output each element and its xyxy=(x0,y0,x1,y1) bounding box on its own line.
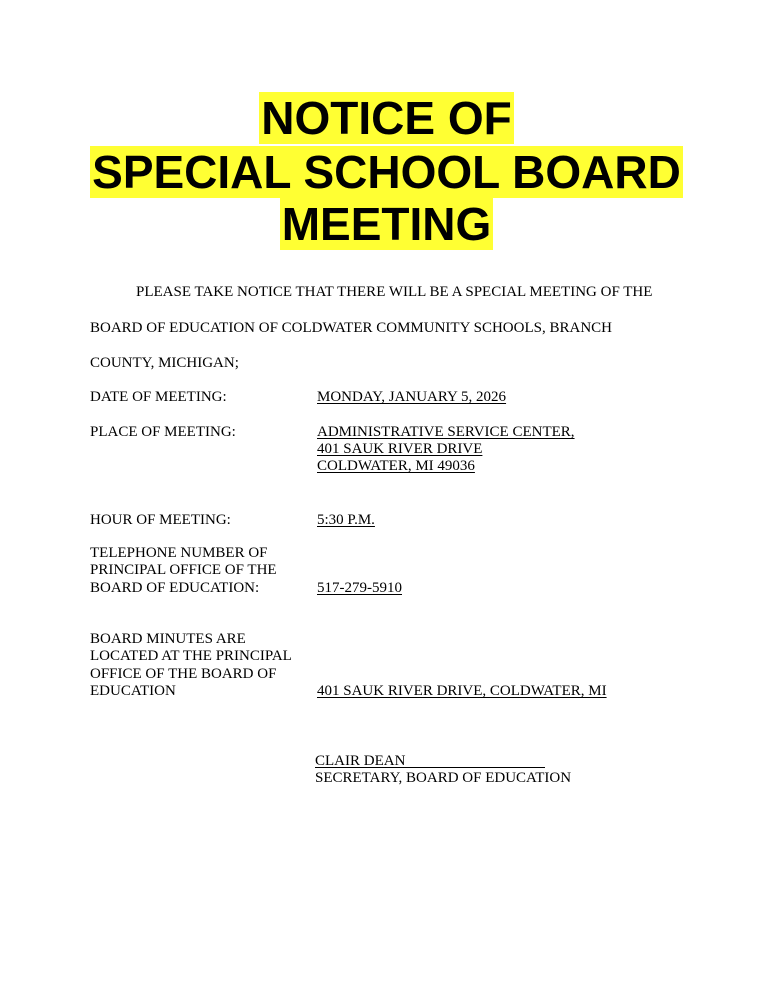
phone-label-line-1: TELEPHONE NUMBER OF xyxy=(90,545,268,561)
date-label: DATE OF MEETING: xyxy=(90,389,227,405)
intro-line-2: BOARD OF EDUCATION OF COLDWATER COMMUNITY SCHOOLS, BRANCH xyxy=(90,320,612,336)
hour-label: HOUR OF MEETING: xyxy=(90,512,231,528)
phone-value: 517-279-5910 xyxy=(317,580,402,596)
place-value-line-2: 401 SAUK RIVER DRIVE xyxy=(317,441,483,457)
minutes-label-line-4: EDUCATION xyxy=(90,683,176,699)
place-label: PLACE OF MEETING: xyxy=(90,424,236,440)
intro-line-1: PLEASE TAKE NOTICE THAT THERE WILL BE A SPECIAL MEETING OF THE xyxy=(136,284,653,300)
title-line-1: NOTICE OF xyxy=(261,92,512,144)
phone-label-line-2: PRINCIPAL OFFICE OF THE xyxy=(90,562,277,578)
intro-line-3: COUNTY, MICHIGAN; xyxy=(90,355,239,371)
place-value-line-3: COLDWATER, MI 49036 xyxy=(317,458,475,474)
title-line-2: SPECIAL SCHOOL BOARD xyxy=(92,146,681,198)
title-line-3: MEETING xyxy=(281,198,492,250)
signature-name: CLAIR DEAN xyxy=(315,753,406,769)
signature-title: SECRETARY, BOARD OF EDUCATION xyxy=(315,770,572,786)
phone-label-line-3: BOARD OF EDUCATION: xyxy=(90,580,260,596)
place-value-line-1: ADMINISTRATIVE SERVICE CENTER, xyxy=(317,424,575,440)
minutes-label-line-1: BOARD MINUTES ARE xyxy=(90,631,246,647)
minutes-value: 401 SAUK RIVER DRIVE, COLDWATER, MI xyxy=(317,683,607,699)
hour-value: 5:30 P.M. xyxy=(317,512,375,528)
date-value: MONDAY, JANUARY 5, 2026 xyxy=(317,389,507,405)
minutes-label-line-3: OFFICE OF THE BOARD OF xyxy=(90,666,277,682)
minutes-label-line-2: LOCATED AT THE PRINCIPAL xyxy=(90,648,292,664)
